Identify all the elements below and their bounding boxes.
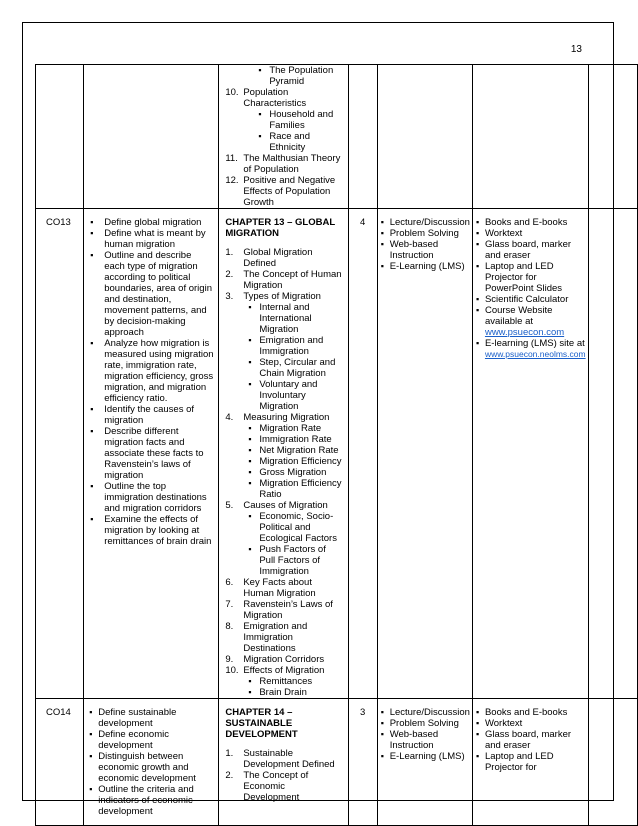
resources-cell bbox=[472, 209, 588, 699]
objective-item: ▪ Describe different migration facts and associate these facts to Ravenstein’s laws of migration bbox=[86, 426, 214, 481]
list-item: ▪ Migration Rate bbox=[245, 423, 343, 434]
resource-item: ▪ Books and E-books bbox=[473, 217, 586, 228]
topic-item: 2. The Concept of Economic Development bbox=[225, 770, 309, 803]
cell-empty bbox=[588, 65, 637, 209]
list-item: ▪ Immigration Rate bbox=[245, 434, 343, 445]
resources-list bbox=[473, 217, 586, 360]
list-item: ▪ Remittances bbox=[245, 676, 343, 687]
table-row-co13 bbox=[36, 209, 638, 699]
topic-item: 2. The Concept of Human Migration bbox=[225, 269, 342, 291]
method-item: ▪ Lecture/Discussion bbox=[378, 707, 470, 718]
course-outcome-code: CO14 bbox=[36, 699, 84, 826]
topics-cell bbox=[219, 699, 348, 826]
objective-item: ▪ Define economic development bbox=[86, 729, 214, 751]
page-number: 13 bbox=[570, 44, 582, 55]
continued-topics-cell bbox=[219, 65, 348, 209]
topic-item: 1. Global Migration Defined bbox=[225, 247, 313, 269]
resource-item: ▪ Glass board, marker and eraser bbox=[473, 239, 586, 261]
objective-item: ▪ Define what is meant by human migration bbox=[86, 228, 214, 250]
method-item: ▪ Web-based Instruction bbox=[378, 729, 470, 751]
list-item: ▪ Net Migration Rate bbox=[245, 445, 343, 456]
resource-item: ▪ Laptop and LED Projector for PowerPoint Slides bbox=[473, 261, 586, 294]
resource-item: ▪ E-learning (LMS) site at www.psuecon.neolms.com bbox=[473, 338, 586, 360]
list-item: ▪ Emigration and Immigration bbox=[245, 335, 343, 357]
method-item: ▪ Lecture/Discussion bbox=[378, 217, 470, 228]
resource-item: ▪ Laptop and LED Projector for bbox=[473, 751, 586, 773]
methods-cell bbox=[377, 209, 472, 699]
objective-item: ▪ Identify the causes of migration bbox=[86, 404, 214, 426]
continued-subitems bbox=[225, 65, 343, 87]
list-item: ▪ Household and Families bbox=[255, 109, 343, 131]
methods-cell bbox=[377, 699, 472, 826]
resource-item: ▪ Worktext bbox=[473, 718, 586, 729]
cell-empty bbox=[36, 65, 84, 209]
objective-item: ▪ Outline the top immigration destinations and migration corridors bbox=[86, 481, 214, 514]
resource-item: ▪ Scientific Calculator bbox=[473, 294, 586, 305]
method-item: ▪ Problem Solving bbox=[378, 718, 470, 729]
chapter-title: CHAPTER 13 – GLOBAL MIGRATION bbox=[225, 217, 335, 239]
chapter-title: CHAPTER 14 – SUSTAINABLE DEVELOPMENT bbox=[225, 707, 298, 740]
list-item: ▪ Migration Efficiency bbox=[245, 456, 343, 467]
list-item: ▪ Gross Migration bbox=[245, 467, 343, 478]
objective-item: ▪ Outline the criteria and indicators of economic development bbox=[86, 784, 214, 817]
list-item: ▪ Economic, Socio-Political and Ecological Factors bbox=[245, 511, 343, 544]
table-row-co14 bbox=[36, 699, 638, 826]
topic-item: 6. Key Facts about Human Migration bbox=[225, 577, 316, 599]
objectives-list bbox=[86, 707, 214, 817]
topic-item: 3. Types of Migration ▪ Internal and International Migration ▪ Emigration and Immigration ▪ Step, Circular and Chain Migration ▪ Voluntary and Involuntary Migration bbox=[225, 291, 343, 412]
objective-item: ▪ Define sustainable development bbox=[86, 707, 214, 729]
method-item: ▪ Problem Solving bbox=[378, 228, 470, 239]
objectives-list bbox=[86, 217, 214, 547]
hours-cell: 3 bbox=[348, 699, 377, 826]
method-item: ▪ E-Learning (LMS) bbox=[378, 751, 470, 762]
cell-empty bbox=[472, 65, 588, 209]
objective-item: ▪ Define global migration bbox=[86, 217, 214, 228]
topic-item: 7. Ravenstein’s Laws of Migration bbox=[225, 599, 333, 621]
resource-item: ▪ Glass board, marker and eraser bbox=[473, 729, 586, 751]
method-item: ▪ E-Learning (LMS) bbox=[378, 261, 470, 272]
objectives-cell bbox=[84, 209, 219, 699]
list-item: ▪ Push Factors of Pull Factors of Immigration bbox=[245, 544, 343, 577]
list-item: ▪ Brain Drain bbox=[245, 687, 343, 698]
resources-cell bbox=[472, 699, 588, 826]
objectives-cell bbox=[84, 699, 219, 826]
cell-empty bbox=[84, 65, 219, 209]
topic-item: 8. Emigration and Immigration Destinations bbox=[225, 621, 308, 654]
resource-item: ▪ Books and E-books bbox=[473, 707, 586, 718]
table-row-continued bbox=[36, 65, 638, 209]
resource-item: ▪ Worktext bbox=[473, 228, 586, 239]
topic-item: 1. Sustainable Development Defined bbox=[225, 748, 335, 770]
cell-empty bbox=[588, 699, 637, 826]
method-item: ▪ Web-based Instruction bbox=[378, 239, 470, 261]
list-item: ▪ Race and Ethnicity bbox=[255, 131, 343, 153]
objective-item: ▪ Examine the effects of migration by looking at remittances of brain drain bbox=[86, 514, 214, 547]
list-item: ▪ Step, Circular and Chain Migration bbox=[245, 357, 343, 379]
objective-item: ▪ Outline and describe each type of migration according to political boundaries, area of origin and destination, movement patterns, and by decision-making approach bbox=[86, 250, 214, 338]
methods-list bbox=[378, 707, 470, 762]
course-outcome-code: CO13 bbox=[36, 209, 84, 699]
list-item: ▪ The Population Pyramid bbox=[255, 65, 343, 87]
methods-list bbox=[378, 217, 470, 272]
topic-item: 5. Causes of Migration ▪ Economic, Socio-Political and Ecological Factors ▪ Push Factors of Pull Factors of Immigration bbox=[225, 500, 343, 577]
topics-cell bbox=[219, 209, 348, 699]
topic-item: 11. The Malthusian Theory of Population bbox=[225, 153, 341, 175]
cell-empty bbox=[377, 65, 472, 209]
objective-item: ▪ Distinguish between economic growth and economic development bbox=[86, 751, 214, 784]
elearning-link[interactable]: www.psuecon.neolms.com bbox=[484, 349, 586, 359]
course-website-link[interactable]: www.psuecon.com bbox=[484, 327, 565, 338]
hours-cell: 4 bbox=[348, 209, 377, 699]
topic-item: 12. Positive and Negative Effects of Population Growth bbox=[225, 175, 336, 208]
cell-empty bbox=[348, 65, 377, 209]
list-item: ▪ Migration Efficiency Ratio bbox=[245, 478, 343, 500]
topic-item: 4. Measuring Migration ▪ Migration Rate ▪ Immigration Rate ▪ Net Migration Rate ▪ Migration Efficiency ▪ Gross Migration ▪ Migration Efficiency Ratio bbox=[225, 412, 343, 500]
list-item: ▪ Voluntary and Involuntary Migration bbox=[245, 379, 343, 412]
resource-item: ▪ Course Website available at www.psuecon.com bbox=[473, 305, 586, 338]
list-item: ▪ Internal and International Migration bbox=[245, 302, 343, 335]
objective-item: ▪ Analyze how migration is measured using migration rate, immigration rate, migration efficiency, gross migration, and migration efficiency ratio. bbox=[86, 338, 214, 404]
topic-item: 9. Migration Corridors bbox=[225, 654, 325, 665]
resources-list bbox=[473, 707, 586, 773]
topic-item: 10. Population Characteristics ▪ Household and Families ▪ Race and Ethnicity bbox=[225, 87, 343, 153]
topic-item: 10. Effects of Migration ▪ Remittances ▪ Brain Drain bbox=[225, 665, 343, 698]
syllabus-table bbox=[35, 64, 638, 826]
cell-empty bbox=[588, 209, 637, 699]
